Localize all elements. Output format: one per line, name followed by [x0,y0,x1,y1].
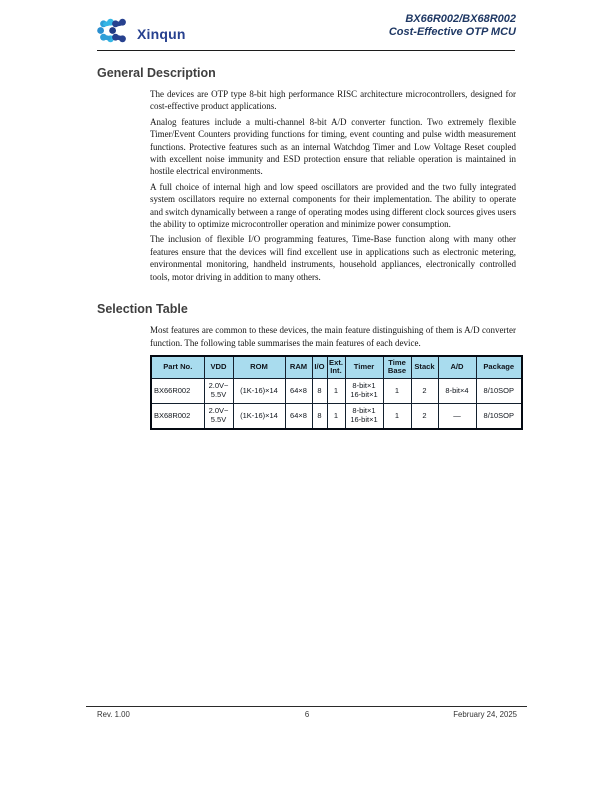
table-row [151,378,522,403]
document-title-line1: BX66R002/BX68R002 [405,13,516,25]
xinqun-logo-icon [97,18,131,49]
section-selection-table [97,302,516,430]
header-divider [97,50,515,51]
selection-table-head [151,356,522,379]
table-cell: (1K-16)×14 [233,378,285,403]
paragraph: The inclusion of flexible I/O programming features, Time-Base function along with many other features ensure that the devices will find excellent use in applications such as electronic metering, environmental monitoring, handheld instruments, household appliances, electronically controlled tools, motor driving in addition to many others. [150,234,516,282]
column-header: Package [476,356,522,379]
section-general-description [97,66,516,283]
column-header: Stack [411,356,438,379]
column-header: Time Base [383,356,411,379]
revision-label: Rev. 1.00 [97,710,130,719]
table-cell: 2.0V~ 5.5V [204,378,233,403]
selection-table-wrap [150,355,516,430]
page-content [97,66,516,430]
table-row [151,403,522,429]
table-cell: 64×8 [285,403,312,429]
document-title-line2: Cost-Effective OTP MCU [388,26,516,38]
table-cell: — [438,403,476,429]
table-cell: 1 [327,403,345,429]
section-paragraphs [150,88,516,283]
column-header: I/O [312,356,327,379]
table-cell: 1 [383,403,411,429]
selection-table-body [151,378,522,429]
footer-divider [86,706,527,707]
table-cell: 1 [383,378,411,403]
section-heading: General Description [97,66,216,80]
table-cell: 2.0V~ 5.5V [204,403,233,429]
table-cell: 2 [411,378,438,403]
selection-table [150,355,523,430]
paragraph: The devices are OTP type 8-bit high performance RISC architecture microcontrollers, designed for cost-effective product applications. [150,89,516,112]
table-cell: 8-bit×4 [438,378,476,403]
table-cell: 2 [411,403,438,429]
table-header-row [151,356,522,379]
column-header: A/D [438,356,476,379]
table-cell: (1K-16)×14 [233,403,285,429]
table-cell: BX68R002 [151,403,204,429]
table-cell: 8-bit×1 16-bit×1 [345,378,383,403]
document-title [389,13,516,39]
column-header: ROM [233,356,285,379]
page-footer [97,710,517,719]
column-header: VDD [204,356,233,379]
table-cell: BX66R002 [151,378,204,403]
paragraph: Most features are common to these devices, the main feature distinguishing of them is A/D converter function. The following table summarises the main features of each device. [150,325,516,348]
table-cell: 8/10SOP [476,403,522,429]
paragraph: A full choice of internal high and low speed oscillators are provided and the two fully integrated system oscillators require no external components for their implementation. The ability to operate and switch dynamically between a range of operating modes using different clock sources gives users the ability to optimize microcontroller operation and minimize power consumption. [150,181,516,230]
table-cell: 1 [327,378,345,403]
brand [97,13,186,49]
section-paragraphs [150,324,516,349]
column-header: RAM [285,356,312,379]
column-header: Part No. [151,356,204,379]
table-cell: 8/10SOP [476,378,522,403]
page-header [97,13,516,49]
table-cell: 8 [312,378,327,403]
page-number: 6 [304,710,310,719]
column-header: Ext. Int. [327,356,345,379]
column-header: Timer [345,356,383,379]
paragraph: Analog features include a multi-channel 8-bit A/D converter function. Two extremely flexible Timer/Event Counters providing functions for timing, event counting and pulse width measurement functions. Protective features such as an internal Watchdog Timer and Low Voltage Reset coupled with excellent noise immunity and ESD protection ensure that reliable operation is maintained in hostile electrical environments. [150,116,516,177]
section-heading: Selection Table [97,302,188,317]
table-cell: 64×8 [285,378,312,403]
table-cell: 8-bit×1 16-bit×1 [345,403,383,429]
table-cell: 8 [312,403,327,429]
brand-name: Xinqun [137,25,186,42]
date-label: February 24, 2025 [453,710,517,719]
